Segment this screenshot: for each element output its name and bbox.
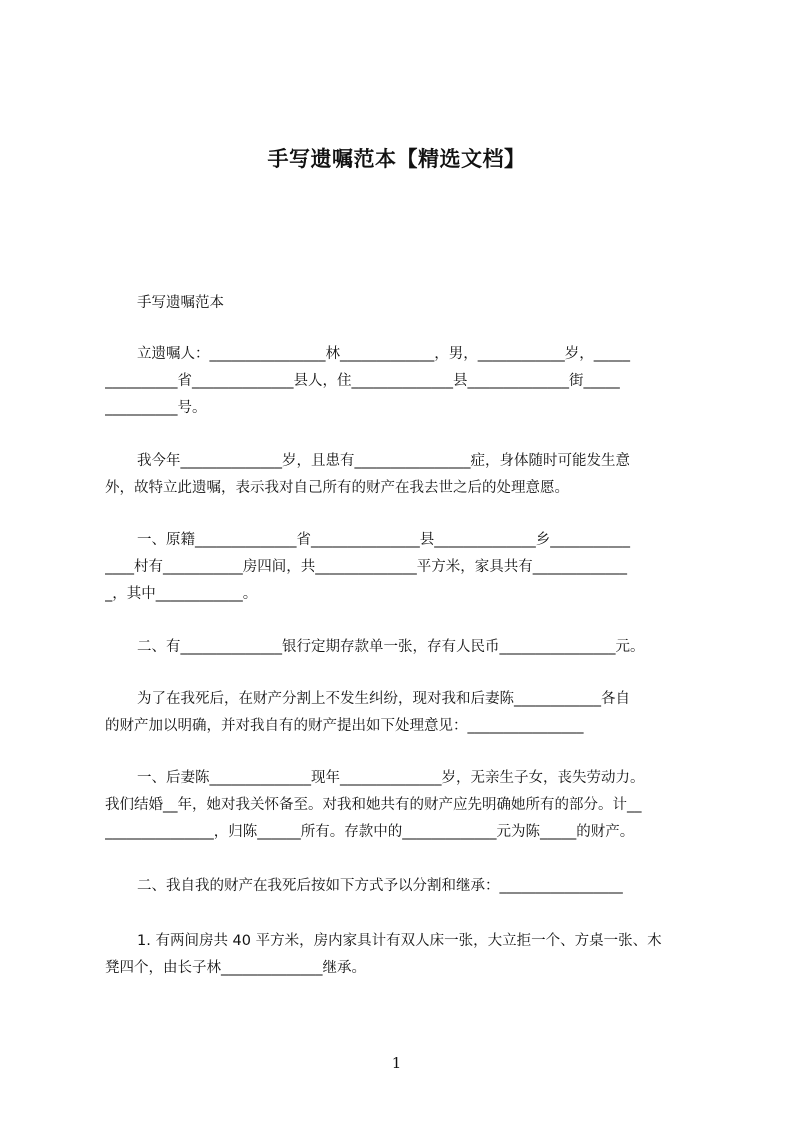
paragraph-inheritance-item-1 (105, 928, 705, 982)
paragraph-line: 为了在我死后，在财产分割上不发生纠纷，现对我和后妻陈____________各自 (137, 691, 630, 707)
paragraph-line: __________省______________县人，住______________县______________街_____ (105, 373, 620, 389)
paragraph-line: 二、我自我的财产在我死后按如下方式予以分割和继承：_________________ (137, 878, 623, 894)
paragraph-testator-info (105, 341, 705, 422)
paragraph-bank-deposit (105, 634, 705, 661)
paragraph-line: 凳四个，由长子林______________继承。 (105, 960, 366, 976)
paragraph-line: _______________，归陈______所有。存款中的_____________元为陈_____的财产。 (105, 824, 635, 840)
subtitle-text: 手写遗嘱范本 (137, 295, 224, 311)
paragraph-line: 二、有______________银行定期存款单一张，存有人民币________________元。 (137, 639, 645, 655)
paragraph-health-statement (105, 448, 705, 502)
paragraph-line: 的财产加以明确，并对我自有的财产提出如下处理意见：________________ (105, 718, 584, 734)
paragraph-line: 立遗嘱人：________________林_____________，男，____________岁，_____ (137, 346, 630, 362)
paragraph-spouse-property (105, 765, 705, 846)
document-title: 手写遗嘱范本【精选文档】 (267, 147, 526, 171)
paragraph-line: 一、原籍______________省_______________县______________乡___________ (137, 532, 630, 548)
paragraph-inheritance-intro (105, 873, 705, 900)
paragraph-line: 我今年______________岁，且患有________________症，身体随时可能发生意 (137, 453, 630, 469)
paragraph-line: 1. 有两间房共 40 平方米，房内家具计有双人床一张，大立拒一个、方桌一张、木 (137, 933, 662, 949)
paragraph-line: 我们结婚__年，她对我关怀备至。对我和她共有的财产应先明确她所有的部分。计__ (105, 797, 642, 813)
paragraph-line: 外，故特立此遗嘱，表示我对自己所有的财产在我去世之后的处理意愿。 (105, 480, 569, 496)
paragraph-house-property (105, 527, 705, 608)
paragraph-line: __________号。 (105, 400, 207, 416)
paragraph-line: _，其中____________。 (105, 586, 258, 602)
paragraph-line: 一、后妻陈______________现年______________岁，无亲生子女，丧失劳动力。 (137, 770, 645, 786)
page-number: 1 (391, 1054, 402, 1072)
paragraph-line: ____村有___________房四间，共______________平方米，家具共有_____________ (105, 559, 627, 575)
document-subtitle (105, 290, 705, 317)
paragraph-intent (105, 686, 705, 740)
